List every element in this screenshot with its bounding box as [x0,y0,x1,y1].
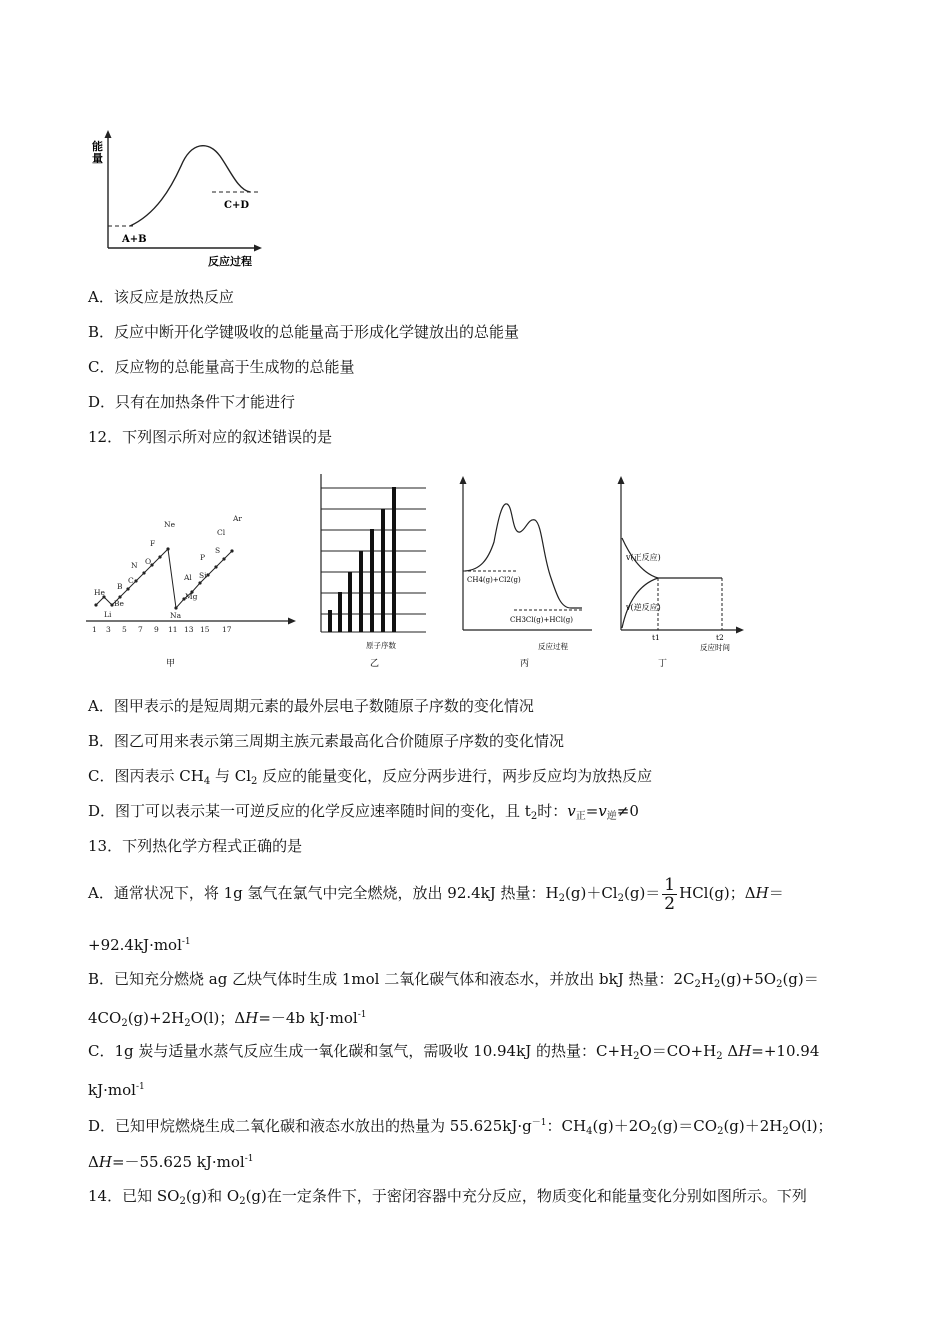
q13-option-b-line2: $4CO_2(g)+2H_2O(l)$；ΔH=－4b kJ·mol$^{-1}$ [88,1009,367,1029]
el-b: B [117,582,123,591]
q13-option-c-line1: C．1g 炭与适量水蒸气反应生成一氧化碳和氢气，需吸收 10.94kJ 的热量：$C+H_2O=CO+H_2$ ΔH=+10.94 [88,1042,820,1062]
q13-option-a-line1: A．通常状况下，将 1g 氢气在氯气中完全燃烧，放出 92.4kJ 热量：$H_2(g)+Cl_2(g)=$ $\frac{1}{2}$ HCl(g)；ΔH＝ [88,874,784,914]
el-li: Li [104,610,112,619]
figure-ding [612,474,752,670]
q11-option-b: B．反应中断开化学键吸收的总能量高于形成化学键放出的总能量 [88,323,520,341]
el-he: He [94,588,105,597]
q13-option-d-line1: D．已知甲烷燃烧生成二氧化碳和液态水放出的热量为 $55.625kJ\cdot g^{-1}$：$CH_4(g)+2O_2(g)=CO_2(g)+2H_2O(l)$； [88,1117,833,1137]
caption-ding: 丁 [658,659,668,669]
svg-text:11: 11 [168,625,178,634]
x-axis-label: 反应过程 [208,255,252,268]
energy-curve [130,146,250,226]
el-p: P [200,553,206,562]
y-axis-arrow [105,130,112,138]
el-cl: Cl [217,528,226,537]
figure-bing [456,474,596,670]
products-label: C+D [224,200,250,211]
bing-xlabel: 反应过程 [538,642,568,651]
q12-option-a: A．图甲表示的是短周期元素的最外层电子数随原子序数的变化情况 [88,697,534,715]
q12-option-b: B．图乙可用来表示第三周期主族元素最高化合价随原子序数的变化情况 [88,732,565,750]
el-si: Si [199,571,207,580]
ding-xlabel: 反应时间 [700,643,730,652]
el-na: Na [170,611,182,620]
x-axis-arrow [254,245,262,252]
q12-option-d: D．图丁可以表示某一可逆反应的化学反应速率随时间的变化，且 $t_2$时：$v_正=v_逆\ne 0$ [88,802,639,822]
q11-option-c: C．反应物的总能量高于生成物的总能量 [88,358,355,376]
svg-text:13: 13 [184,625,194,634]
el-s: S [215,546,221,555]
el-mg: Mg [185,592,198,601]
el-c: C [128,576,134,585]
el-ar: Ar [233,514,243,523]
q13-option-a-line2: +92.4kJ·mol$^{-1}$ [88,936,191,954]
figure-jia [84,510,300,670]
svg-text:9: 9 [154,625,159,634]
q12-option-c: C．图丙表示 $CH_4$ 与 $Cl_2$ 反应的能量变化，反应分两步进行，两步反应均为放热反应 [88,767,653,787]
q11-option-a: A．该反应是放热反应 [88,288,234,306]
q13-option-b-line1: B．已知充分燃烧 ag 乙炔气体时生成 1mol 二氧化碳气体和液态水，并放出 bkJ 热量：$2C_2H_2(g)+5O_2(g)=$ [88,970,819,990]
q13-option-c-line2: kJ·mol$^{-1}$ [88,1081,145,1099]
y-axis-label-2: 量 [92,152,103,165]
el-be: Be [114,599,124,608]
t1-label: t1 [652,633,660,642]
q13-stem: 13．下列热化学方程式正确的是 [88,837,303,855]
el-f: F [150,539,156,548]
figure-yi [316,470,436,670]
bing-products: CH3Cl(g)+HCl(g) [510,616,573,624]
reverse-label: v(逆反应) [626,603,661,612]
svg-text:17: 17 [222,625,232,634]
caption-bing: 丙 [520,659,530,669]
q13-option-d-line2: ΔH=－55.625 kJ·mol$^{-1}$ [88,1153,254,1171]
el-al: Al [184,573,192,582]
q14-stem: 14．已知 $SO_2(g)$和 $O_2(g)$在一定条件下，于密闭容器中充分反应，物质变化和能量变化分别如图所示。下列 [88,1187,807,1207]
svg-text:1: 1 [92,625,97,634]
svg-text:3: 3 [106,625,111,634]
caption-yi: 乙 [370,659,380,669]
bing-curve [465,504,582,608]
q12-stem: 12．下列图示所对应的叙述错误的是 [88,428,333,446]
q11-option-d: D．只有在加热条件下才能进行 [88,393,296,411]
svg-text:15: 15 [200,625,210,634]
fraction-one-half: $\frac{1}{2}$ [664,874,676,914]
forward-label: v(正反应) [626,553,661,562]
yi-xlabel: 原子序数 [366,641,396,650]
el-n: N [131,561,138,570]
reactants-label: A+B [122,234,147,245]
svg-text:5: 5 [122,625,127,634]
el-o: O [145,557,152,566]
t2-label: t2 [716,633,724,642]
el-ne: Ne [164,520,176,529]
caption-jia: 甲 [166,659,176,669]
bing-reactants: CH4(g)+Cl2(g) [467,576,521,584]
svg-text:7: 7 [138,625,143,634]
y-axis-label-1: 能 [92,140,103,153]
energy-diagram [86,128,276,270]
